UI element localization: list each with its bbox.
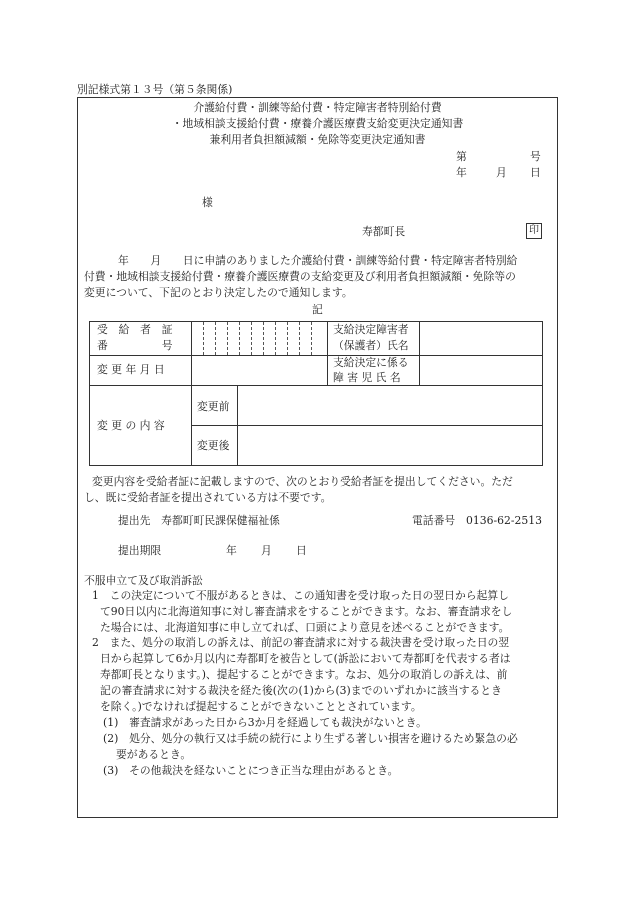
title-line-1: 介護給付費・訓練等給付費・特定障害者特別給付費	[193, 101, 442, 114]
after-label: 変更後	[197, 439, 230, 452]
form-label: 別記様式第１３号（第５条関係)	[77, 83, 233, 96]
table-rule	[419, 321, 420, 385]
deadline-year: 年	[226, 544, 237, 557]
change-date-label: 変 更 年 月 日	[97, 363, 165, 376]
child-name-label: 障 害 児 氏 名	[333, 371, 401, 384]
date-month: 月	[496, 166, 507, 179]
intro-line-2: 付費・地域相談支援給付費・療養介護医療費の支給変更及び利用者負担額減額・免除等の	[84, 270, 516, 283]
date-day: 日	[530, 166, 541, 179]
appeal-p2: 2 また、処分の取消しの訴えは、前記の審査請求に対する裁決書を受け取った日の翌	[92, 636, 510, 649]
table-rule	[89, 355, 543, 356]
appeal-item-3: (3) その他裁決を経ないことにつき正当な理由があるとき。	[103, 764, 399, 777]
deadline-label: 提出期限	[118, 544, 162, 557]
child-name-label: 支給決定に係る	[333, 356, 409, 369]
appeal-p2: 日から起算して6か月以内に寿都町を被告として(訴訟において寿都町を代表する者は	[100, 652, 511, 665]
decided-person-label: （保護者）氏名	[333, 339, 409, 352]
table-rule	[191, 425, 543, 426]
title-line-3: 兼利用者負担額減額・免除等変更決定通知書	[209, 133, 426, 146]
table-rule	[327, 321, 328, 385]
digit-divider	[203, 322, 204, 355]
change-content-label: 変 更 の 内 容	[97, 419, 165, 432]
table-rule	[237, 385, 238, 466]
intro-line-3: 変更について、下記のとおり決定したので通知します。	[84, 286, 353, 299]
ki-mark: 記	[312, 303, 323, 316]
recipient-no-label: 受 給 者 証	[97, 323, 173, 336]
intro-line-1: 年 月 日に申請のありました介護給付費・訓練等給付費・特定障害者特別給	[118, 254, 518, 267]
digit-divider	[215, 322, 216, 355]
digit-divider	[311, 322, 312, 355]
submission-phone: 電話番号 0136-62-2513	[412, 514, 542, 527]
notice-line-1: 変更内容を受給者証に記載しますので、次のとおり受給者証を提出してください。ただ	[92, 475, 513, 488]
appeal-p2: 記の審査請求に対する裁決を経た後(次の(1)から(3)までのいずれかに該当するとき	[100, 684, 502, 697]
appeal-item-2: 要があるとき。	[116, 748, 192, 761]
appeal-p2: を除く。)でなければ提起することができないこととされています。	[100, 700, 422, 713]
deadline-month: 月	[261, 544, 272, 557]
date-year: 年	[456, 166, 467, 179]
digit-divider	[299, 322, 300, 355]
before-label: 変更前	[197, 400, 230, 413]
digit-divider	[287, 322, 288, 355]
doc-number-prefix: 第	[456, 150, 467, 163]
appeal-p1: た場合には、北海道知事に申し立てれば、口頭により意見を述べることができます。	[100, 621, 510, 634]
appeal-p2: 寿都町長となります。)、提起することができます。なお、処分の取消しの訴えは、前	[100, 668, 508, 681]
table-rule	[191, 321, 192, 466]
title-line-2: ・地域相談支援給付費・療養介護医療費支給変更決定通知書	[171, 117, 464, 130]
digit-divider	[275, 322, 276, 355]
decided-person-label: 支給決定障害者	[333, 323, 409, 336]
appeal-item-2: (2) 処分、処分の執行又は手続の続行により生ずる著しい損害を避けるため緊急の必	[103, 732, 518, 745]
deadline-day: 日	[296, 544, 307, 557]
doc-number-suffix: 号	[530, 150, 541, 163]
digit-divider	[263, 322, 264, 355]
addressee-suffix: 様	[202, 196, 213, 209]
recipient-no-label: 番 号	[97, 339, 173, 352]
appeal-p1: 1 この決定について不服があるときは、この通知書を受け取った日の翌日から起算し	[92, 589, 509, 602]
seal-mark: 印	[526, 223, 542, 239]
digit-divider	[251, 322, 252, 355]
notice-line-2: し、既に受給者証を提出されている方は不要です。	[84, 491, 332, 504]
appeal-heading: 不服申立て及び取消訴訟	[84, 574, 203, 587]
digit-divider	[227, 322, 228, 355]
sender-name: 寿都町長	[362, 225, 406, 238]
table-rule	[89, 385, 543, 386]
appeal-item-1: (1) 審査請求があった日から3か月を経過しても裁決がないとき。	[103, 716, 427, 729]
submission-to: 提出先 寿都町町民課保健福祉係	[118, 514, 280, 527]
appeal-p1: て90日以内に北海道知事に対し審査請求をすることができます。なお、審査請求をし	[100, 605, 513, 618]
digit-divider	[239, 322, 240, 355]
